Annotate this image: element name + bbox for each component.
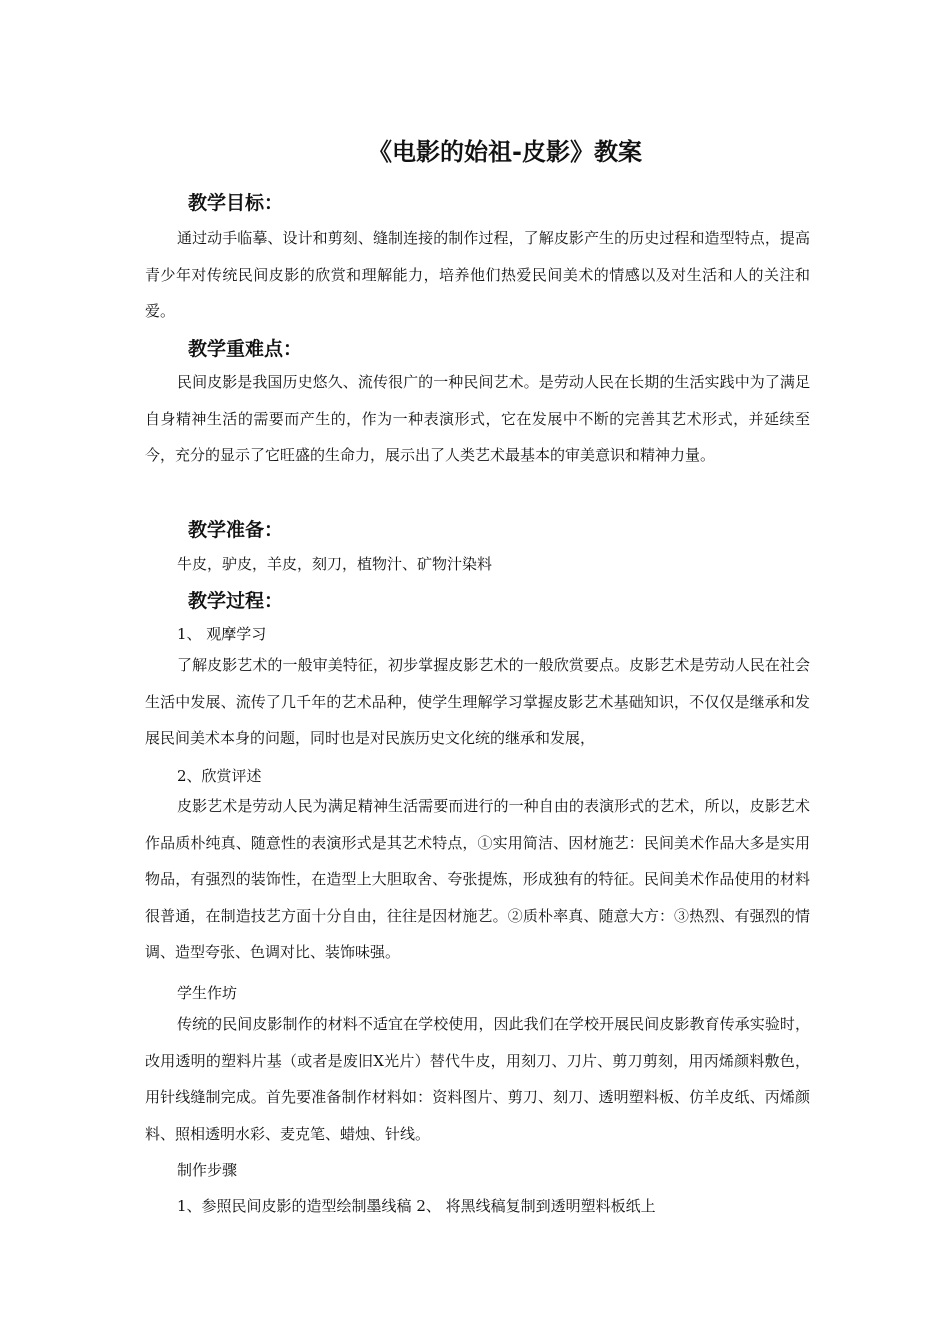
workshop-paragraph: 传统的民间皮影制作的材料不适宜在学校使用，因此我们在学校开展民间皮影教育传承实验时，改用透明的塑料片基（或者是废旧X光片）替代牛皮，用刻刀、刀片、剪刀剪刻，用丙烯颜料敷色，用针线缝制完成。首先要准备制作材料如：资料图片、剪刀、刻刀、透明塑料板、仿羊皮纸、丙烯颜料、照相透明水彩、麦克笔、蜡烛、针线。 — [145, 1015, 810, 1143]
step2-title: 2、欣赏评述 — [177, 767, 262, 785]
preparation-heading: 教学准备： — [188, 519, 284, 541]
steps-text: 1、参照民间皮影的造型绘制墨线稿 2、 将黑线稿复制到透明塑料板纸上 — [177, 1197, 656, 1215]
key-points-paragraph: 民间皮影是我国历史悠久、流传很广的一种民间艺术。是劳动人民在长期的生活实践中为了满足自身精神生活的需要而产生的，作为一种表演形式，它在发展中不断的完善其艺术形式，并延续至今，充分的显示了它旺盛的生命力，展示出了人类艺术最基本的审美意识和精神力量。 — [145, 373, 810, 464]
step1-title: 1、 观摩学习 — [177, 625, 267, 643]
step1-paragraph: 了解皮影艺术的一般审美特征，初步掌握皮影艺术的一般欣赏要点。皮影艺术是劳动人民在社会生活中发展、流传了几千年的艺术品种，使学生理解学习掌握皮影艺术基础知识，不仅仅是继承和发展民间美术本身的问题，同时也是对民族历史文化统的继承和发展， — [145, 656, 810, 747]
process-heading: 教学过程： — [188, 590, 284, 612]
goal-paragraph: 通过动手临摹、设计和剪刻、缝制连接的制作过程，了解皮影产生的历史过程和造型特点，提高青少年对传统民间皮影的欣赏和理解能力，培养他们热爱民间美术的情感以及对生活和人的关注和爱。 — [145, 229, 810, 320]
goal-heading: 教学目标： — [188, 192, 284, 214]
preparation-text: 牛皮，驴皮，羊皮，刻刀，植物汁、矿物汁染料 — [177, 555, 493, 573]
key-points-heading: 教学重难点： — [188, 338, 303, 360]
step2-paragraph: 皮影艺术是劳动人民为满足精神生活需要而进行的一种自由的表演形式的艺术，所以，皮影艺术作品质朴纯真、随意性的表演形式是其艺术特点，①实用简洁、因材施艺：民间美术作品大多是实用物品，有强烈的装饰性，在造型上大胆取舍、夸张提炼，形成独有的特征。民间美术作品使用的材料很普通，在制造技艺方面十分自由，往往是因材施艺。②质朴率真、随意大方：③热烈、有强烈的情调、造型夸张、色调对比、装饰味强。 — [145, 797, 810, 961]
workshop-title: 学生作坊 — [177, 984, 238, 1002]
steps-title: 制作步骤 — [177, 1161, 238, 1179]
document-title: 《电影的始祖-皮影》教案 — [368, 138, 642, 166]
